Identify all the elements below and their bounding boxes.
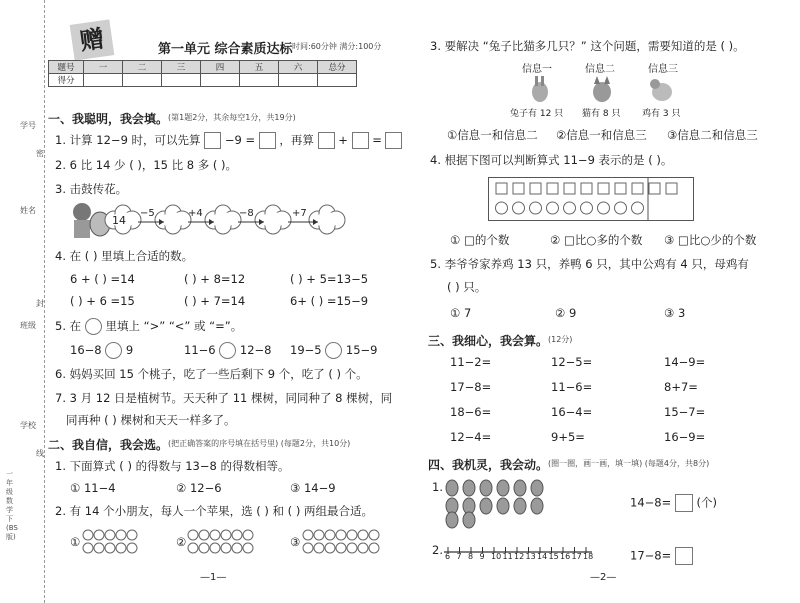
circle-shape (513, 202, 525, 214)
score-header: 四 (201, 61, 240, 74)
apple-icon (303, 543, 313, 553)
tick-label: 7 (456, 552, 462, 561)
q4-item: 6+ ( ) =15−9 (290, 294, 369, 308)
s1-q5 (55, 318, 242, 335)
square-shape (649, 183, 660, 194)
apple-icon (199, 543, 209, 553)
square-shape (513, 183, 524, 194)
apple-icon (210, 530, 220, 540)
flow-start: 14 (112, 214, 126, 227)
score-header: 一 (84, 61, 123, 74)
eggplant-icon (446, 480, 458, 496)
calc-item: 12−5= (551, 355, 593, 369)
binding-mark-mi: 密 (36, 149, 44, 158)
option[interactable]: ①信息一和信息二 (447, 128, 538, 142)
eggplant-icon (497, 498, 509, 514)
page-number-left: —1— (200, 572, 227, 583)
apple-icon (325, 543, 335, 553)
circle-shape (564, 202, 576, 214)
info-caption: 鸡有 3 只 (642, 109, 681, 119)
eggplant-group (444, 478, 554, 530)
option[interactable]: ① 7 (450, 306, 472, 320)
tick-label: 9 (479, 552, 485, 561)
apple-icon (358, 543, 368, 553)
q4-item: 6 + ( ) =14 (70, 272, 135, 286)
eggplant-icon (480, 480, 492, 496)
q-num: 4. (55, 249, 66, 263)
q1-text-d: + (338, 133, 348, 147)
apple-icon (127, 543, 137, 553)
square-shape (564, 183, 575, 194)
compare-circle (85, 318, 102, 335)
info-caption: 兔子有 12 只 (510, 109, 564, 119)
calc-item: 12−4= (450, 430, 492, 444)
calc-item: 14−9= (664, 355, 706, 369)
q-num: 7. (55, 391, 66, 405)
gift-badge: 赠 (70, 19, 115, 60)
compare-left: 16−8 (70, 343, 102, 357)
cloud-shape (205, 205, 241, 234)
q3-text: 击鼓传花。 (69, 182, 128, 196)
binding-label-xuehao: 学号 (20, 121, 36, 130)
option[interactable]: ③ (290, 535, 301, 549)
s4-q1-num: 1. (432, 480, 443, 494)
answer-box[interactable] (318, 132, 335, 149)
tick-label: 11 (502, 552, 513, 561)
tick-label: 12 (514, 552, 525, 561)
apple-icon (325, 530, 335, 540)
q-num: 2. (55, 158, 66, 172)
apple-icon (188, 530, 198, 540)
apple-icon (221, 530, 231, 540)
tick-label: 15 (548, 552, 559, 561)
s2q5-line1: 李爷爷家养鸡 13 只，养鸭 6 只，其中公鸡有 4 只，母鸡有 (444, 257, 749, 271)
flow-op: −8 (239, 208, 254, 219)
eggplant-icon (514, 498, 526, 514)
apple-icon (188, 543, 198, 553)
q-num: 4. (430, 153, 441, 167)
q4-item: ( ) + 8=12 (184, 272, 246, 286)
option[interactable]: ① □的个数 (450, 233, 510, 247)
tick-label: 8 (468, 552, 474, 561)
calc-item: 8+7= (664, 380, 698, 394)
compare-left: 11−6 (184, 343, 216, 357)
square-shape (666, 183, 677, 194)
answer-box[interactable] (204, 132, 221, 149)
s2q5-line2: ( ) 只。 (447, 280, 487, 294)
q-num: 6. (55, 367, 66, 381)
eggplant-icon (497, 480, 509, 496)
q-num: 1. (55, 133, 66, 147)
score-cell[interactable] (84, 74, 123, 87)
q-num: 1. (55, 459, 66, 473)
circle-shape (530, 202, 542, 214)
circle-shape (632, 202, 644, 214)
calc-item: 9+5= (551, 430, 585, 444)
tick-label: 16 (560, 552, 571, 561)
option[interactable]: ① (70, 535, 81, 549)
s1-q2 (55, 157, 237, 173)
q5-text-b: 里填上 “>” “<” 或 “=”。 (105, 319, 243, 333)
binding-mark-xian: 线 (36, 449, 44, 458)
answer-box[interactable] (259, 132, 276, 149)
flow-op: −5 (140, 208, 155, 219)
cat-icon (593, 76, 611, 102)
section3-note: (12分) (548, 335, 573, 344)
apple-icon (303, 530, 313, 540)
section4-title: 四、我机灵，我会动。 (428, 458, 549, 472)
apple-icon (105, 530, 115, 540)
apple-icon (83, 543, 93, 553)
s2-q1 (55, 458, 289, 474)
square-shape (615, 183, 626, 194)
flow-op: +4 (188, 208, 203, 219)
apple-groups (82, 528, 412, 560)
option[interactable]: ③ 3 (664, 306, 686, 320)
apple-icon (116, 543, 126, 553)
cloud-shape (309, 205, 345, 234)
apple-icon (336, 543, 346, 553)
square-circle-figure (488, 177, 694, 221)
score-header: 二 (123, 61, 162, 74)
drum-passing-figure (60, 200, 390, 242)
option[interactable]: ③信息二和信息三 (667, 128, 758, 142)
unit-text: (个) (696, 495, 718, 510)
eggplant-icon (463, 512, 475, 528)
q4-text: 在 ( ) 里填上合适的数。 (69, 249, 194, 263)
apple-icon (116, 530, 126, 540)
binding-label-xuexiao: 学校 (20, 421, 36, 430)
answer-box[interactable] (385, 132, 402, 149)
circle-shape (615, 202, 627, 214)
score-cell[interactable] (240, 74, 279, 87)
apple-icon (369, 543, 379, 553)
info-label: 信息三 (648, 64, 678, 75)
info-label: 信息二 (585, 64, 615, 75)
s1-q1 (55, 132, 402, 149)
apple-icon (358, 530, 368, 540)
section2-note: (把正确答案的序号填在括号里) (每题2分，共10分) (168, 439, 351, 448)
eggplant-icon (446, 512, 458, 528)
s2q2-text: 有 14 个小朋友，每人一个苹果，选 ( ) 和 ( ) 两组最合适。 (69, 504, 373, 518)
answer-box[interactable] (675, 494, 693, 512)
score-header: 三 (162, 61, 201, 74)
apple-icon (94, 530, 104, 540)
q6-text: 妈妈买回 15 个桃子，吃了一些后剩下 9 个，吃了 ( ) 个。 (69, 367, 368, 381)
square-shape (530, 183, 541, 194)
animal-illustrations (520, 74, 680, 104)
apple-icon (336, 530, 346, 540)
apple-icon (105, 543, 115, 553)
calc-item: 11−6= (551, 380, 593, 394)
q-num: 3. (430, 39, 441, 53)
compare-circle[interactable] (325, 342, 342, 359)
square-shape (581, 183, 592, 194)
binding-margin (0, 0, 45, 603)
compare-left: 19−5 (290, 343, 322, 357)
q-num: 2. (55, 504, 66, 518)
apple-icon (347, 543, 357, 553)
apple-icon (232, 543, 242, 553)
calc-item: 17−8= (450, 380, 492, 394)
eggplant-icon (514, 480, 526, 496)
rabbit-icon (532, 76, 548, 102)
section3-title: 三、我细心，我会算。 (428, 334, 549, 348)
tick-label: 14 (537, 552, 548, 561)
compare-circle[interactable] (105, 342, 122, 359)
score-header: 六 (279, 61, 318, 74)
q2-text: 6 比 14 少 ( )，15 比 8 多 ( )。 (69, 158, 238, 172)
compare-right: 9 (125, 343, 134, 357)
q-num: 3. (55, 182, 66, 196)
apple-icon (314, 543, 324, 553)
section1-title: 一、我聪明，我会填。 (48, 112, 169, 126)
section2-title: 二、我自信，我会选。 (48, 438, 169, 452)
s2-q4 (430, 152, 672, 168)
circle-shape (581, 202, 593, 214)
apple-icon (314, 530, 324, 540)
compare-right: 12−8 (239, 343, 272, 357)
compare-item (184, 342, 272, 359)
apple-icon (243, 530, 253, 540)
binding-label-xingming: 姓名 (20, 206, 36, 215)
calc-item: 16−9= (664, 430, 706, 444)
score-header: 五 (240, 61, 279, 74)
apple-icon (94, 543, 104, 553)
score-cell[interactable] (201, 74, 240, 87)
circle-shape (598, 202, 610, 214)
tick-label: 13 (525, 552, 536, 561)
q-num: 5. (430, 257, 441, 271)
tick-label: 18 (583, 552, 594, 561)
tick-label: 6 (445, 552, 451, 561)
s2q1-text: 下面算式 ( ) 的得数与 13−8 的得数相等。 (69, 459, 290, 473)
calc-item: 11−2= (450, 355, 492, 369)
option[interactable]: ② 12−6 (176, 481, 222, 495)
chicken-icon (650, 79, 672, 101)
score-cell[interactable] (279, 74, 318, 87)
calc-item: 16−4= (551, 405, 593, 419)
score-table (48, 60, 357, 87)
apple-icon (243, 543, 253, 553)
apple-icon (347, 530, 357, 540)
info-caption: 猫有 8 只 (582, 109, 621, 119)
binding-mark-feng: 封 (36, 299, 44, 308)
flow-op: +7 (292, 208, 307, 219)
score-cell[interactable] (162, 74, 201, 87)
drum-kid-illustration (73, 203, 110, 238)
option[interactable]: ① 11−4 (70, 481, 116, 495)
s2-q3 (430, 38, 745, 54)
section4-note: (圈一圈，画一画，填一填) (每题4分，共8分) (548, 459, 710, 468)
s2q3-text: 要解决 “兔子比猫多几只？” 这个问题，需要知道的是 ( )。 (444, 39, 745, 53)
info-label: 信息一 (522, 64, 552, 75)
s4-q2-expr (630, 547, 693, 565)
answer-box[interactable] (675, 547, 693, 565)
binding-label-banji: 班级 (20, 321, 36, 330)
binding-book-title: 一年级数学下(BS版) (6, 470, 18, 541)
q1-text-b: −9 = (224, 133, 256, 147)
q1-text-c: ，再算 (279, 133, 314, 147)
score-cell[interactable] (318, 74, 357, 87)
eggplant-icon (480, 498, 492, 514)
square-shape (547, 183, 558, 194)
q4-item: ( ) + 7=14 (184, 294, 246, 308)
tick-label: 10 (491, 552, 502, 561)
unit-title: 第一单元 综合素质达标 (158, 42, 293, 57)
number-line-labels (444, 552, 594, 564)
apple-icon (127, 530, 137, 540)
option[interactable]: ③ 14−9 (290, 481, 336, 495)
s1-q7 (55, 390, 392, 406)
s1-q4 (55, 248, 193, 264)
square-shape (496, 183, 507, 194)
apple-icon (83, 530, 93, 540)
circle-shape (547, 202, 559, 214)
page-number-right: —2— (590, 572, 617, 583)
compare-circle[interactable] (219, 342, 236, 359)
s1-q3 (55, 181, 127, 197)
apple-icon (369, 530, 379, 540)
option[interactable]: ② (176, 535, 187, 549)
option[interactable]: ③ □比○少的个数 (664, 233, 757, 247)
s2q4-text: 根据下图可以判断算式 11−9 表示的是 ( )。 (444, 153, 673, 167)
q7-line2: 同再种 ( ) 棵树和天天一样多了。 (66, 413, 236, 427)
score-row-label: 得分 (49, 74, 84, 87)
circle-shape (496, 202, 508, 214)
square-shape (632, 183, 643, 194)
option[interactable]: ②信息一和信息三 (556, 128, 647, 142)
eggplant-icon (531, 498, 543, 514)
square-shape (598, 183, 609, 194)
apple-icon (232, 530, 242, 540)
q4-item: ( ) + 5=13−5 (290, 272, 369, 286)
calc-item: 18−6= (450, 405, 492, 419)
eggplant-icon (531, 480, 543, 496)
s2-q2 (55, 503, 373, 519)
compare-right: 15−9 (345, 343, 378, 357)
q7-line1: 3 月 12 日是植树节。天天种了 11 棵树，同同种了 8 棵树，同 (69, 391, 393, 405)
cloud-shape (155, 205, 191, 234)
q5-text-a: 在 (69, 319, 82, 333)
score-header: 题号 (49, 61, 84, 74)
answer-box[interactable] (352, 132, 369, 149)
apple-icon (221, 543, 231, 553)
score-cell[interactable] (123, 74, 162, 87)
s2-q5 (430, 256, 749, 272)
score-header: 总分 (318, 61, 357, 74)
compare-item (70, 342, 133, 359)
tick-label: 17 (571, 552, 582, 561)
s4-q1-expr (630, 494, 717, 512)
q-num: 5. (55, 319, 66, 333)
apple-icon (210, 543, 220, 553)
eggplant-icon (463, 480, 475, 496)
time-info: 时间:60分钟 满分:100分 (292, 42, 382, 51)
cloud-shape (255, 205, 291, 234)
expr-text: 14−8= (630, 495, 672, 510)
expr-text: 17−8= (630, 548, 672, 563)
section1-note: (第1题2分，其余每空1分，共19分) (168, 113, 296, 122)
option[interactable]: ② □比○多的个数 (550, 233, 643, 247)
q4-item: ( ) + 6 =15 (70, 294, 135, 308)
s4-q2-num: 2. (432, 543, 443, 557)
s1-q6 (55, 366, 368, 382)
calc-item: 15−7= (664, 405, 706, 419)
compare-item (290, 342, 378, 359)
apple-icon (199, 530, 209, 540)
option[interactable]: ② 9 (555, 306, 577, 320)
q1-text-a: 计算 12−9 时，可以先算 (69, 133, 201, 147)
q1-text-e: = (372, 133, 382, 147)
